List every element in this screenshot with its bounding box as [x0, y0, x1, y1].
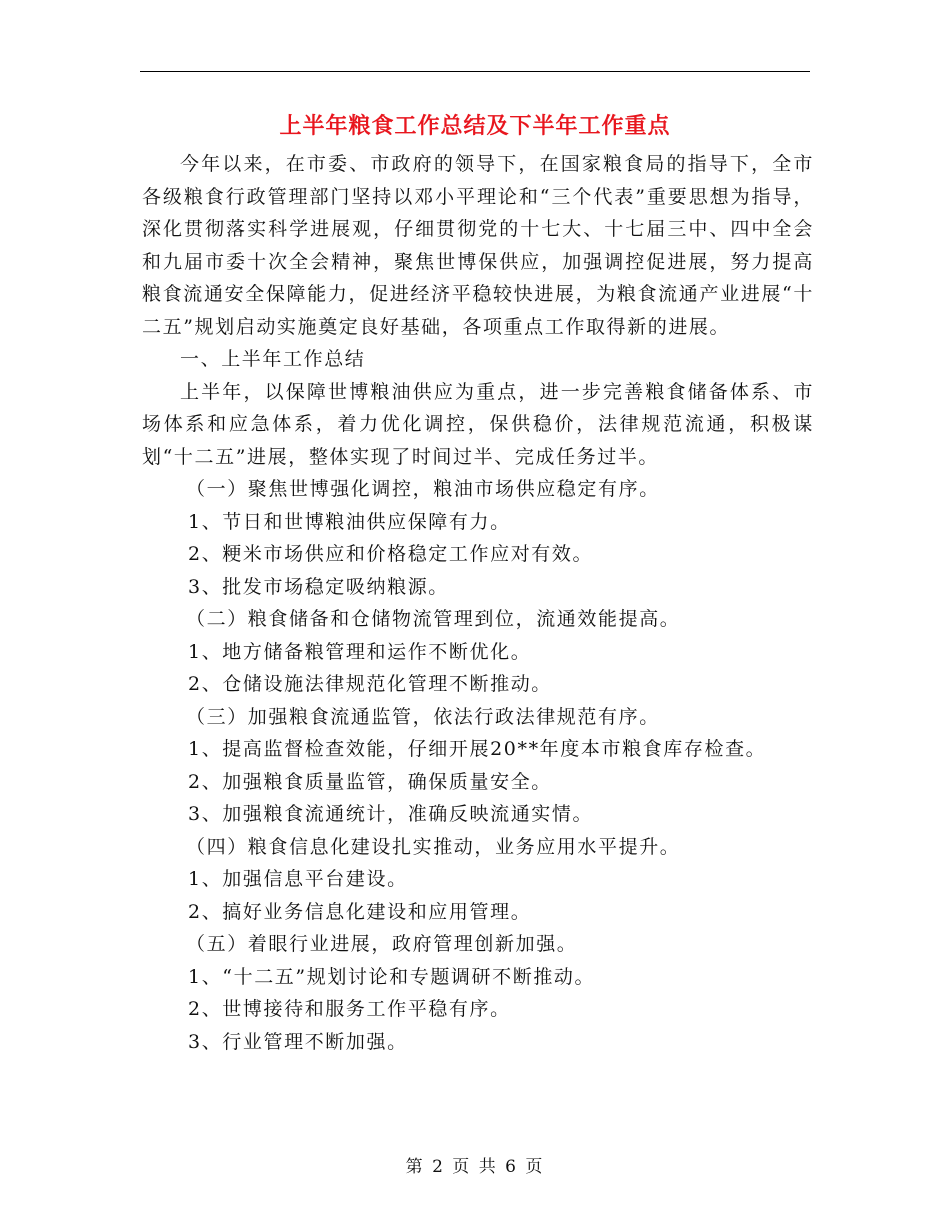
subsection-heading: （四）粮食信息化建设扎实推动，业务应用水平提升。	[186, 835, 681, 858]
list-item: 3、加强粮食流通统计，准确反映流通实情。	[188, 803, 594, 825]
list-item: 3、行业管理不断加强。	[188, 1030, 408, 1053]
document-body	[142, 148, 814, 1058]
subsection-heading: （五）着眼行业进展，政府管理创新加强。	[186, 933, 578, 955]
list-item: 3、批发市场稳定吸纳粮源。	[188, 575, 449, 598]
list-item: 2、搞好业务信息化建设和应用管理。	[188, 900, 532, 923]
subsection-heading: （一）聚焦世博强化调控，粮油市场供应稳定有序。	[186, 478, 660, 500]
subsection-heading: （二）粮食储备和仓储物流管理到位，流通效能提高。	[186, 608, 681, 630]
summary-list	[142, 473, 814, 1058]
list-item: 1、节日和世博粮油供应保障有力。	[188, 510, 511, 533]
list-item: 2、加强粮食质量监管，确保质量安全。	[188, 770, 552, 793]
page-footer: 第 2 页 共 6 页	[405, 1157, 545, 1177]
list-item: 2、仓储设施法律规范化管理不断推动。	[188, 673, 552, 695]
list-item: 2、粳米市场供应和价格稳定工作应对有效。	[188, 543, 594, 565]
document-title: 上半年粮食工作总结及下半年工作重点	[279, 113, 671, 139]
section-heading: 一、上半年工作总结	[180, 348, 366, 370]
header-rule	[140, 71, 810, 72]
list-item: 1、提高监督检查效能，仔细开展20**年度本市粮食库存检查。	[188, 738, 767, 760]
list-item: 1、“十二五”规划讨论和专题调研不断推动。	[188, 965, 596, 988]
list-item: 1、地方储备粮管理和运作不断优化。	[188, 640, 532, 663]
intro-paragraph: 今年以来，在市委、市政府的领导下，在国家粮食局的指导下，全市各级粮食行政管理部门坚持以邓小平理论和“三个代表”重要思想为指导，深化贯彻落实科学进展观，仔细贯彻党的十七大、十七届三中、四中全会和九届市委十次全会精神，聚焦世博保供应，加强调控促进展，努力提高粮食流通安全保障能力，促进经济平稳较快进展，为粮食流通产业进展“十二五”规划启动实施奠定良好基础，各项重点工作取得新的进展。	[142, 153, 814, 338]
subsection-heading: （三）加强粮食流通监管，依法行政法律规范有序。	[186, 705, 660, 728]
list-item: 2、世博接待和服务工作平稳有序。	[188, 998, 511, 1020]
section-intro-paragraph: 上半年，以保障世博粮油供应为重点，进一步完善粮食储备体系、市场体系和应急体系，着力优化调控，保供稳价，法律规范流通，积极谋划“十二五”进展，整体实现了时间过半、完成任务过半。	[142, 380, 814, 468]
list-item: 1、加强信息平台建设。	[188, 868, 408, 890]
